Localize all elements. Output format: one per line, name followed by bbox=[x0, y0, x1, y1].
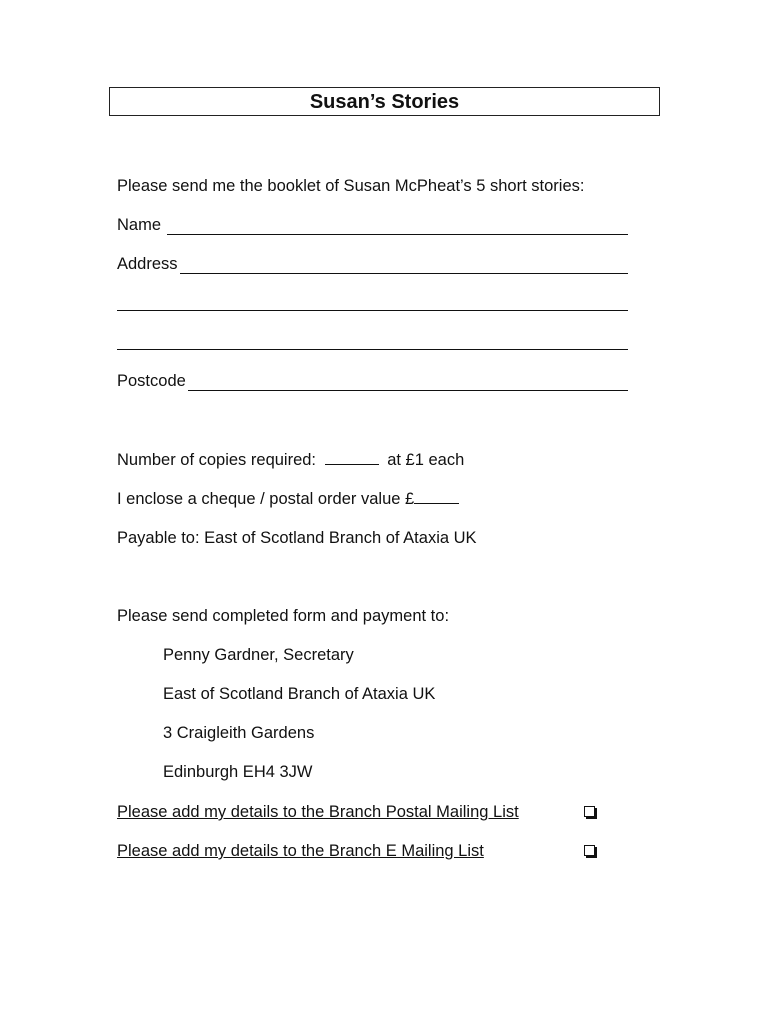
send-to-line: 3 Craigleith Gardens bbox=[163, 724, 315, 742]
email-mailing-checkbox[interactable] bbox=[584, 845, 595, 856]
payable-text: Payable to: East of Scotland Branch of Ataxia UK bbox=[117, 529, 477, 547]
send-to-heading: Please send completed form and payment to: bbox=[117, 607, 450, 625]
send-to-line: East of Scotland Branch of Ataxia UK bbox=[163, 685, 436, 703]
cheque-row bbox=[117, 489, 459, 509]
intro-text: Please send me the booklet of Susan McPheat’s 5 short stories: bbox=[117, 177, 585, 195]
cheque-label: I enclose a cheque / postal order value £ bbox=[117, 490, 415, 508]
address-line-3[interactable] bbox=[117, 349, 628, 350]
postcode-input-line[interactable] bbox=[188, 374, 628, 391]
copies-label: Number of copies required: bbox=[117, 451, 317, 469]
copies-suffix: at £1 each bbox=[387, 451, 465, 469]
postcode-field[interactable] bbox=[117, 371, 628, 391]
name-label: Name bbox=[117, 216, 162, 234]
postal-mailing-label: Please add my details to the Branch Postal Mailing List bbox=[117, 803, 519, 821]
postcode-label: Postcode bbox=[117, 372, 186, 390]
address-input-line[interactable] bbox=[180, 257, 628, 274]
name-input-line[interactable] bbox=[167, 218, 628, 235]
address-label: Address bbox=[117, 255, 178, 273]
copies-row bbox=[117, 450, 464, 470]
page-title: Susan’s Stories bbox=[109, 87, 660, 116]
name-field[interactable] bbox=[117, 215, 628, 235]
send-to-line: Edinburgh EH4 3JW bbox=[163, 763, 313, 781]
email-mailing-label: Please add my details to the Branch E Mailing List bbox=[117, 842, 484, 860]
address-field[interactable] bbox=[117, 254, 628, 274]
postal-mailing-checkbox[interactable] bbox=[584, 806, 595, 817]
address-line-2[interactable] bbox=[117, 310, 628, 311]
copies-input-line[interactable] bbox=[325, 450, 379, 465]
cheque-value-input-line[interactable] bbox=[414, 489, 459, 504]
send-to-line: Penny Gardner, Secretary bbox=[163, 646, 354, 664]
